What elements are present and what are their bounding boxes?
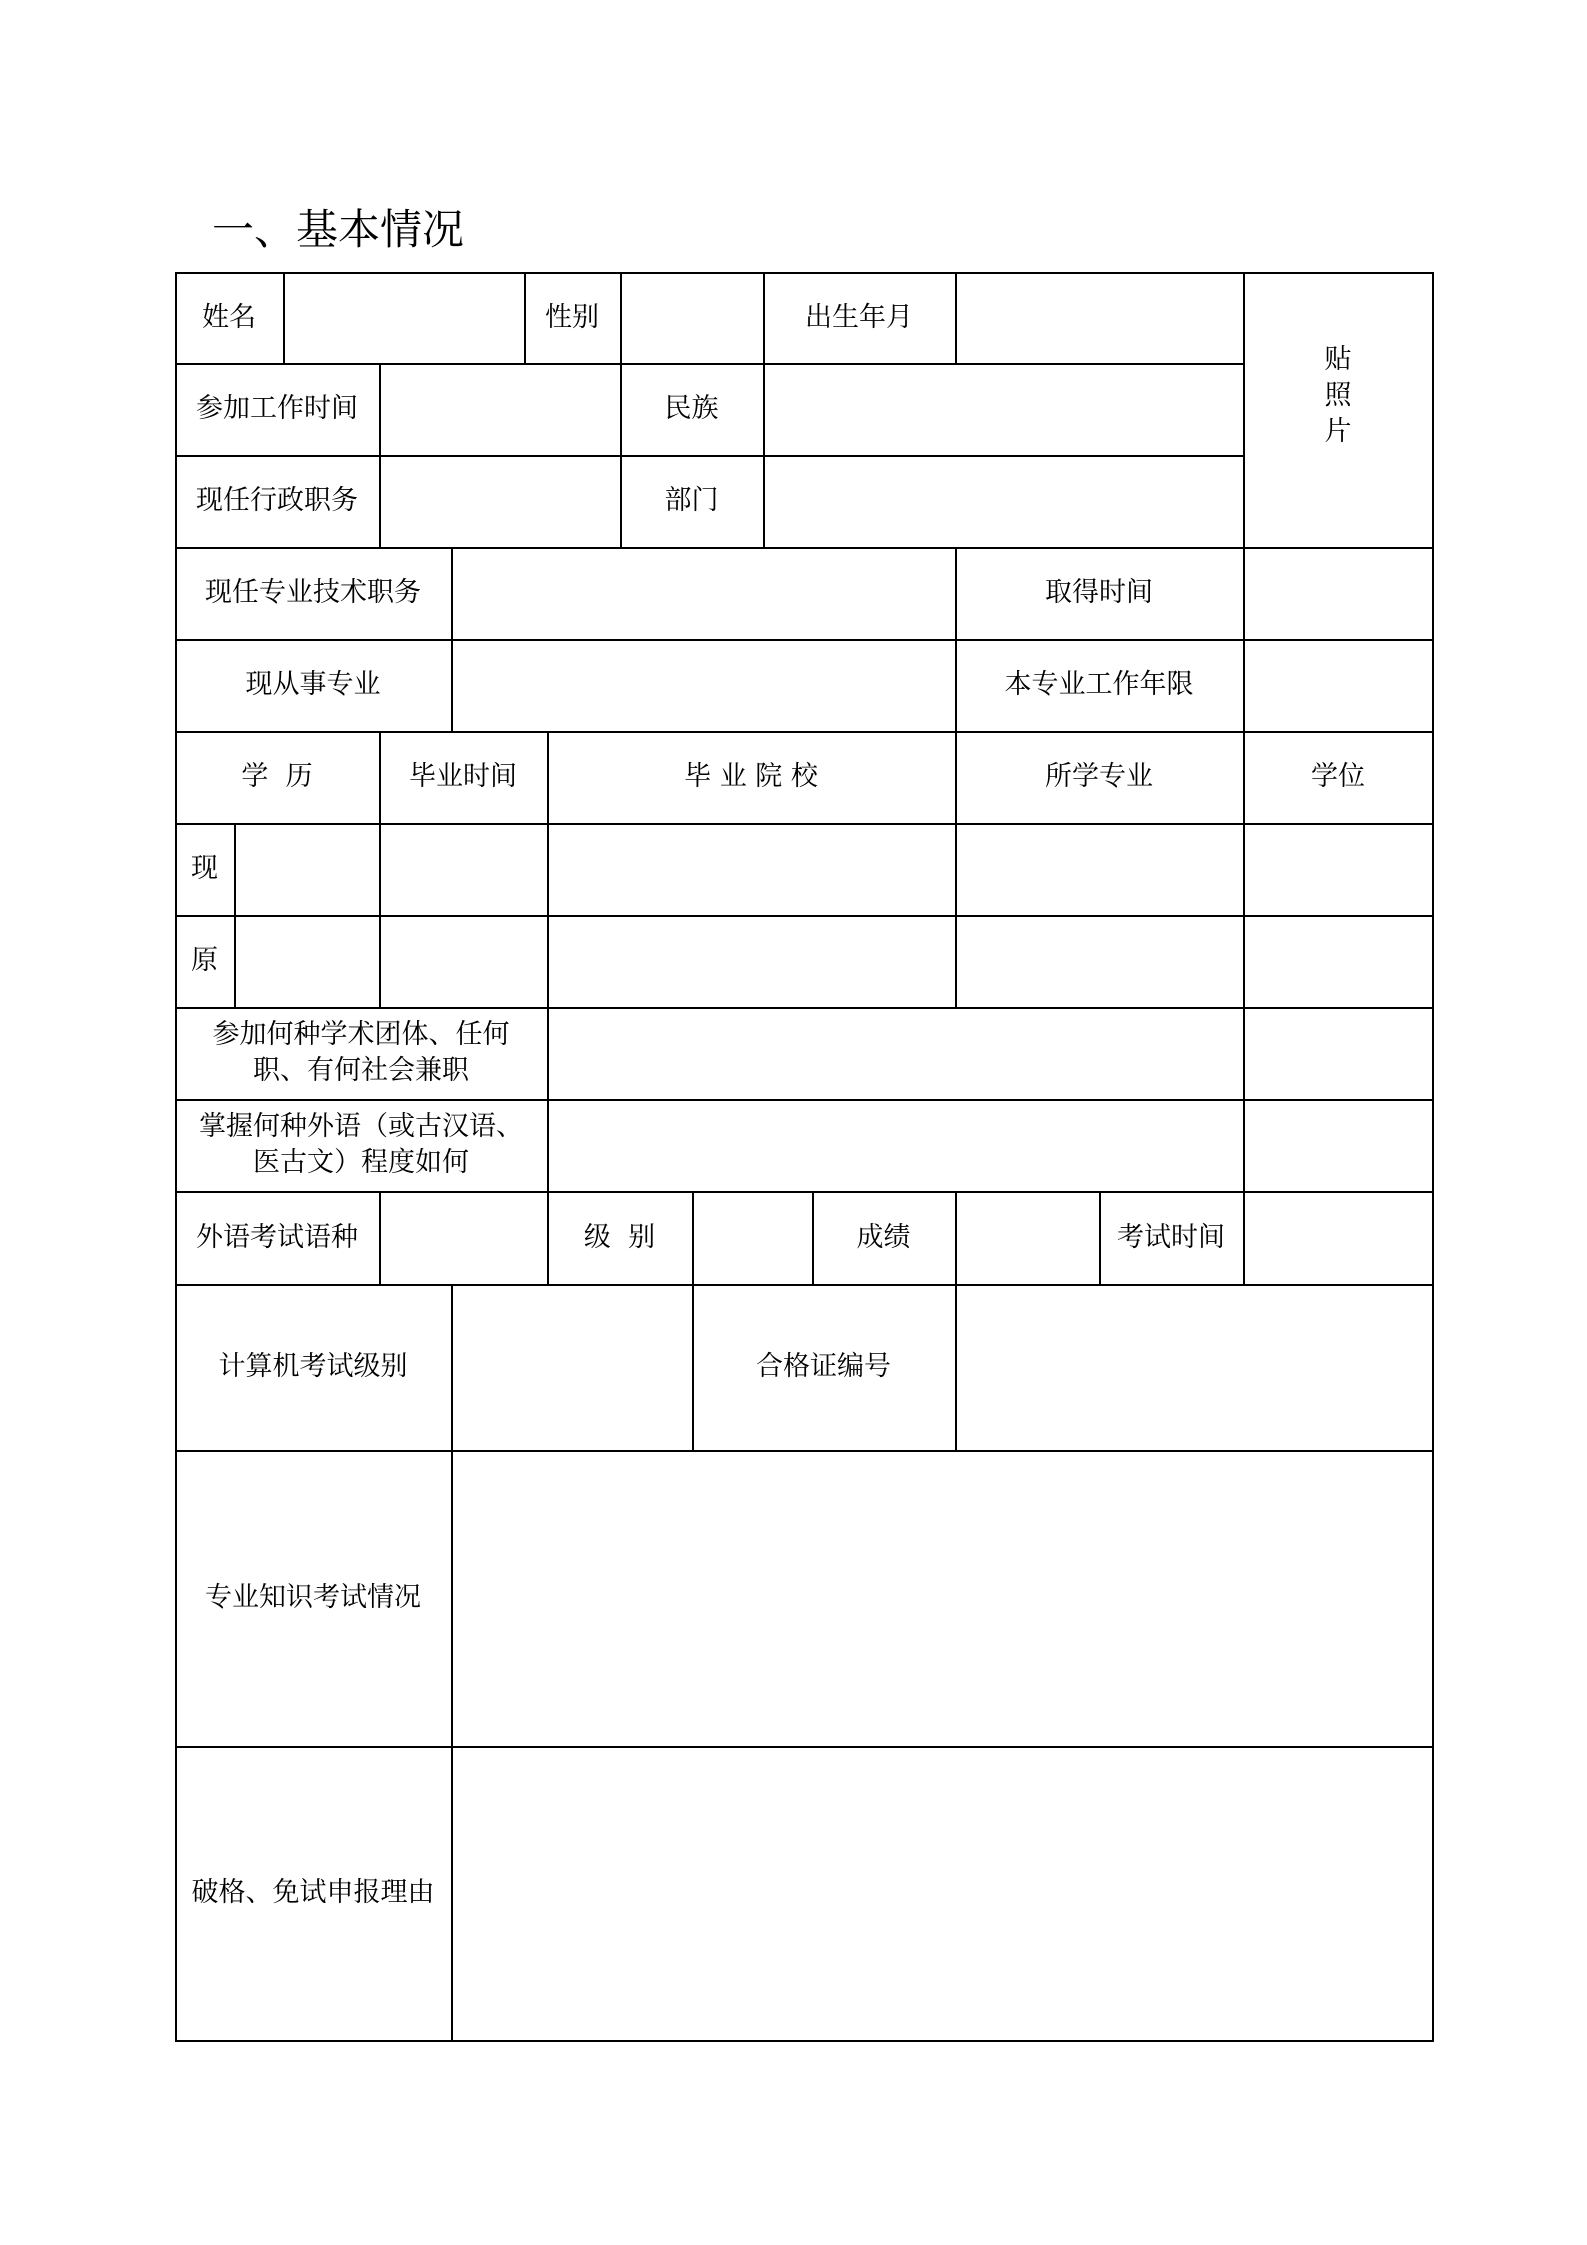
current-major-field[interactable] — [453, 641, 954, 729]
gender-field[interactable] — [622, 274, 762, 362]
knowledge-exam-field[interactable] — [453, 1452, 1431, 1744]
edu-original-school-field[interactable] — [549, 917, 954, 1005]
name-field[interactable] — [285, 274, 523, 362]
level-label: 级 别 — [583, 1221, 656, 1253]
language-skill-label: 掌握何种外语（或古汉语、 医古文）程度如何 — [199, 1111, 523, 1178]
page-title: 一、基本情况 — [212, 205, 465, 254]
certificate-field[interactable] — [957, 1286, 1431, 1448]
edu-current-school-field[interactable] — [549, 825, 954, 913]
major-years-label: 本专业工作年限 — [1004, 669, 1194, 700]
department-field[interactable] — [765, 457, 1242, 545]
computer-exam-label: 计算机考试级别 — [218, 1351, 408, 1382]
exam-time-label: 考试时间 — [1117, 1221, 1225, 1253]
current-major-label: 现从事专业 — [245, 669, 381, 700]
obtained-time-label: 取得时间 — [1045, 577, 1153, 608]
birth-date-label: 出生年月 — [805, 302, 913, 333]
edu-current-grad-time-field[interactable] — [381, 825, 546, 913]
academic-groups-field[interactable] — [549, 1009, 1431, 1097]
edu-current-major-field[interactable] — [957, 825, 1242, 913]
edu-original-grad-time-field[interactable] — [381, 917, 546, 1005]
major-years-field[interactable] — [1245, 641, 1431, 729]
edu-row-original-label: 原 — [191, 945, 218, 976]
name-label: 姓名 — [202, 302, 256, 333]
computer-exam-field[interactable] — [453, 1286, 691, 1448]
table-border-bottom — [175, 2040, 1434, 2042]
exam-time-field[interactable] — [1245, 1193, 1431, 1282]
certificate-label: 合格证编号 — [756, 1351, 891, 1382]
edu-current-level-field[interactable] — [236, 825, 378, 913]
exemption-reason-label: 破格、免试申报理由 — [191, 1877, 435, 1908]
level-field[interactable] — [694, 1193, 811, 1282]
edu-major-header: 所学专业 — [1045, 761, 1153, 792]
admin-post-field[interactable] — [381, 457, 619, 545]
ethnicity-label: 民族 — [664, 393, 719, 424]
language-skill-field[interactable] — [549, 1101, 1431, 1189]
tech-post-field[interactable] — [453, 549, 954, 637]
edu-current-degree-field[interactable] — [1245, 825, 1431, 913]
edu-degree-header: 学位 — [1311, 761, 1365, 792]
exemption-reason-field[interactable] — [453, 1748, 1431, 2038]
work-start-field[interactable] — [381, 365, 619, 453]
admin-post-label: 现任行政职务 — [196, 485, 358, 516]
work-start-label: 参加工作时间 — [196, 393, 358, 424]
edu-grad-time-header: 毕业时间 — [409, 761, 517, 792]
edu-original-major-field[interactable] — [957, 917, 1242, 1005]
gender-label: 性别 — [545, 302, 599, 333]
photo-label: 贴 照 片 — [1324, 344, 1352, 447]
score-field[interactable] — [957, 1193, 1098, 1282]
edu-original-level-field[interactable] — [236, 917, 378, 1005]
lang-exam-field[interactable] — [381, 1193, 546, 1282]
edu-school-header: 毕 业 院 校 — [684, 761, 818, 792]
table-border-right — [1432, 272, 1434, 2042]
department-label: 部门 — [664, 485, 719, 516]
ethnicity-field[interactable] — [765, 365, 1242, 453]
birth-date-field[interactable] — [957, 274, 1242, 362]
knowledge-exam-label: 专业知识考试情况 — [205, 1582, 421, 1613]
lang-exam-label: 外语考试语种 — [196, 1221, 358, 1253]
edu-original-degree-field[interactable] — [1245, 917, 1431, 1005]
obtained-time-field[interactable] — [1245, 549, 1431, 637]
edu-row-current-label: 现 — [191, 853, 218, 884]
tech-post-label: 现任专业技术职务 — [205, 577, 421, 608]
score-label: 成绩 — [856, 1221, 911, 1253]
academic-groups-label: 参加何种学术团体、任何 职、有何社会兼职 — [212, 1019, 510, 1086]
edu-level-header: 学 历 — [241, 761, 313, 792]
basic-info-form — [175, 272, 1434, 2042]
